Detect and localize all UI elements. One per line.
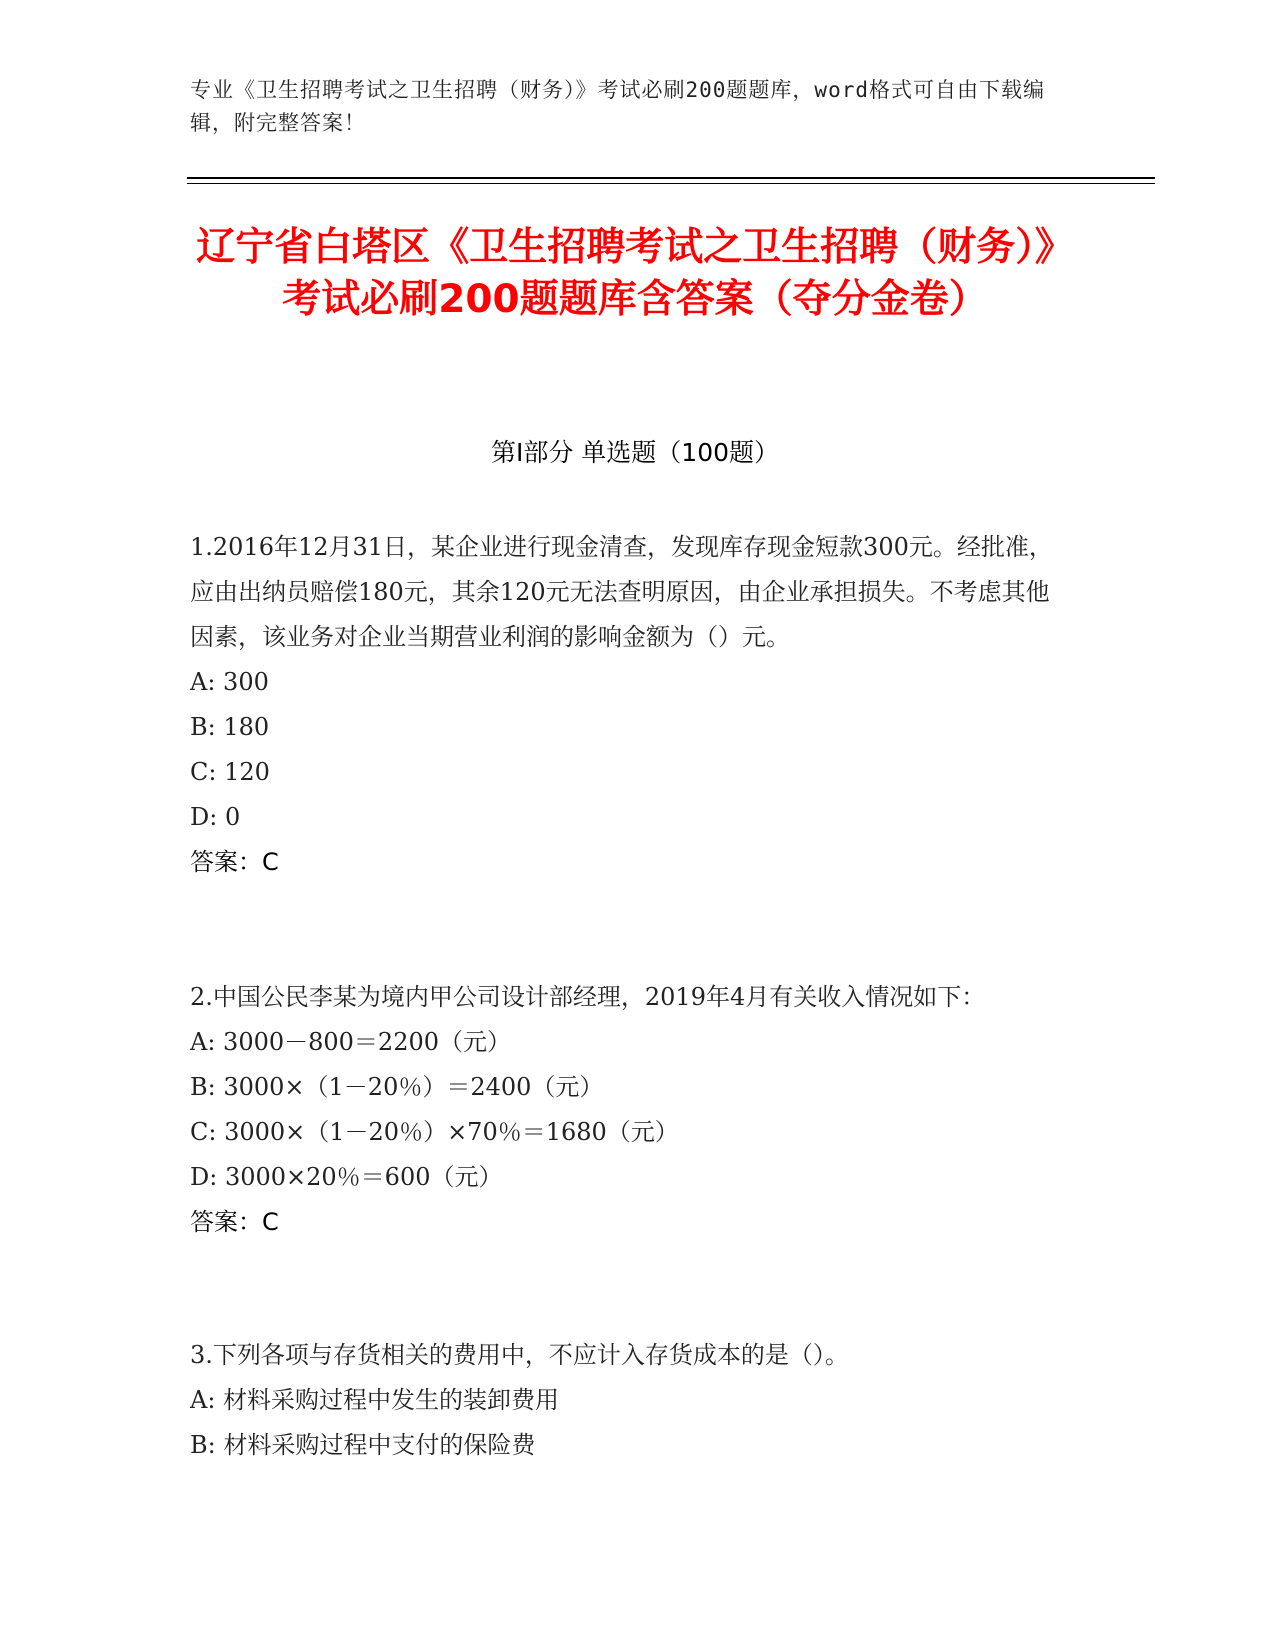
question-text: 3.下列各项与存货相关的费用中，不应计入存货成本的是（）。: [190, 1341, 849, 1369]
option-b: B: 材料采购过程中支付的保险费: [190, 1431, 536, 1459]
option-b: B: 180: [190, 713, 270, 741]
section-heading: 第Ⅰ部分 单选题（100题）: [490, 438, 780, 467]
option-b: B: 3000×（1－20％）＝2400（元）: [190, 1073, 604, 1101]
option-a: A: 材料采购过程中发生的装卸费用: [190, 1386, 560, 1414]
header-rule-thick: [187, 177, 1155, 179]
question-2: [190, 975, 1070, 1245]
header-note: 专业《卫生招聘考试之卫生招聘（财务）》考试必刷200题题库，word格式可自由下载编辑，附完整答案！: [190, 78, 1045, 135]
header-rule-thin: [187, 183, 1155, 184]
answer: 答案：C: [190, 1208, 279, 1236]
option-d: D: 0: [190, 803, 241, 831]
question-text: 1.2016年12月31日，某企业进行现金清查，发现库存现金短款300元。经批准，应由出纳员赔偿180元，其余120元无法查明原因，由企业承担损失。不考虑其他因素，该业务对企业当期营业利润的影响金额为（）元。: [190, 533, 1053, 651]
question-text: 2.中国公民李某为境内甲公司设计部经理，2019年4月有关收入情况如下：: [190, 983, 986, 1011]
option-c: C: 3000×（1－20％）×70％＝1680（元）: [190, 1118, 679, 1146]
option-a: A: 3000－800＝2200（元）: [190, 1028, 512, 1056]
document-title: 辽宁省白塔区《卫生招聘考试之卫生招聘（财务）》考试必刷200题题库含答案（夺分金卷）: [196, 225, 1074, 322]
question-3: [190, 1333, 1070, 1468]
question-1: [190, 525, 1070, 885]
answer: 答案：C: [190, 848, 279, 876]
option-c: C: 120: [190, 758, 270, 786]
option-a: A: 300: [190, 668, 269, 696]
option-d: D: 3000×20％＝600（元）: [190, 1163, 503, 1191]
